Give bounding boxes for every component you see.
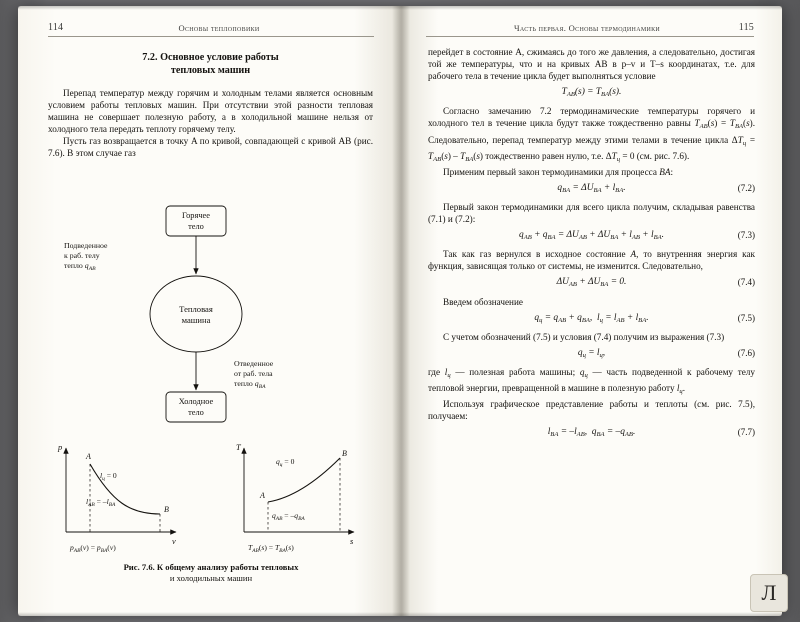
- paragraph: Первый закон термодинамики для всего цикла получим, складывая равенства (7.1) и (7.2):: [428, 201, 755, 225]
- svg-text:B: B: [342, 449, 347, 458]
- formula-number: (7.7): [737, 427, 755, 438]
- book-spread: [18, 6, 782, 616]
- svg-text:Холодное: Холодное: [178, 397, 214, 406]
- section-heading: [48, 51, 373, 77]
- svg-text:B: B: [164, 505, 169, 514]
- svg-text:тепло qBA: тепло $q_{BA}$: [234, 379, 266, 390]
- svg-text:A: A: [260, 491, 265, 500]
- right-running-title: Часть первая. Основы термодинамики: [513, 23, 661, 33]
- formula-number: (7.2): [737, 182, 755, 193]
- section-heading-line1: 7.2. Основное условие работы: [142, 52, 279, 63]
- paragraph: С учетом обозначений (7.5) и условия (7.4) получим из выражения (7.3): [443, 331, 725, 342]
- formula-body: $q_{BA} = \Delta U_{BA} + l_{BA}$.: [557, 182, 626, 194]
- formula-body: $\Delta U_{AB} + \Delta U_{BA} = 0$.: [556, 277, 627, 289]
- paragraph: Применим первый закон термодинамики для процесса BA:: [443, 166, 674, 177]
- svg-text:lц = 0: $l_ц = 0$: [100, 471, 117, 482]
- paragraph: Перепад температур между горячим и холодным телами является основным условием работы тепловых машин. При отсутствии этой разности тепловая машина не совершает полезную работу, а в холодильной машине нельзя от холодного тела передать теплоту горячему телу.: [48, 88, 373, 135]
- svg-text:lAB = –lBA: $l_{AB} = -l_{BA}$: [86, 497, 116, 508]
- formula-body: $q_{AB} + q_{BA} = \Delta U_{AB} + \Delta U_{BA} + l_{AB} + l_{BA}$.: [519, 230, 664, 242]
- svg-text:v: v: [172, 537, 176, 546]
- publisher-logo-letter: Л: [761, 580, 777, 605]
- formula-number: (7.6): [737, 347, 755, 358]
- svg-text:pAB(v) = pBA(v): $p_{AB}(v) = p_{BA}(v)$: [70, 543, 116, 554]
- paragraph: Так как газ вернулся в исходное состояние A, то внутренняя энергия как функция, зависящая только от системы, не изменится. Следовательно,: [428, 249, 755, 272]
- paragraph: Введем обозначение: [443, 296, 523, 307]
- svg-text:тело: тело: [188, 408, 204, 417]
- page-edge-top-shadow-right: [400, 6, 782, 10]
- formula: [428, 312, 755, 327]
- formula-body: $q_ц = q_{AB} + q_{BA}$, $l_ц = l_{AB} + l_{BA}$.: [534, 312, 649, 324]
- svg-text:p: p: [58, 443, 63, 452]
- formula: [428, 182, 755, 197]
- publisher-logo: [750, 574, 788, 612]
- right-page: [400, 6, 782, 616]
- svg-text:Отведенное: Отведенное: [234, 359, 274, 368]
- svg-text:тело: тело: [188, 222, 204, 231]
- figure-caption-line1: Рис. 7.6. К общему анализу работы тепловых: [123, 562, 299, 572]
- figure-7-6-drawing: [48, 202, 374, 562]
- left-text-column: [48, 46, 373, 160]
- figure-caption: [48, 562, 374, 584]
- svg-text:TAB(s) = TBA(s): $T_{AB}(s) = T_{BA}(s)$: [248, 543, 294, 554]
- right-folio: 115: [738, 22, 754, 33]
- svg-text:машина: машина: [181, 315, 211, 325]
- left-head-rule: [48, 36, 374, 37]
- paragraph: где $l_ц$ — полезная работа машины; $q_ц$ — часть подведенной к рабочему телу тепловой энергии, превращенной в машине в полезную работу $l_ц$.: [428, 366, 755, 395]
- right-text-column: [428, 46, 755, 445]
- svg-text:тепло qAB: тепло $q_{AB}$: [64, 261, 96, 272]
- svg-text:к раб. телу: к раб. телу: [64, 251, 100, 260]
- page-edge-top-shadow: [18, 6, 400, 10]
- formula: [428, 276, 755, 291]
- formula-number: (7.4): [737, 277, 755, 288]
- page-edge-bottom-shadow-right: [400, 612, 782, 616]
- svg-text:от раб. тела: от раб. тела: [234, 369, 273, 378]
- paragraph: Согласно замечанию 7.2 термодинамические температуры горячего и холодного тел в течение цикла будут также тождественно равны $T_{AB}(s) = T_{BA}(s)$. Следовательно, перепад температур между этими телами в течение цикла $\Delta T_ц = T_{AB}(s) - T_{BA}(s)$ тождественно равен нулю, т.е. $\Delta T_ц = 0$ (см. рис. 7.6).: [428, 106, 756, 163]
- left-folio: 114: [48, 22, 64, 33]
- paragraph: Используя графическое представление работы и теплоты (см. рис. 7.5), получаем:: [428, 399, 755, 422]
- svg-text:A: A: [86, 452, 91, 461]
- formula: [428, 426, 755, 441]
- formula: [428, 229, 755, 244]
- figure-7-6: [48, 202, 374, 594]
- left-running-title: Основы теплоповики: [178, 23, 260, 33]
- right-head-rule: [426, 36, 754, 37]
- svg-text:Подведенное: Подведенное: [64, 241, 108, 250]
- formula: [428, 347, 755, 362]
- formula-number: (7.5): [737, 312, 755, 323]
- svg-text:s: s: [350, 537, 354, 546]
- svg-text:Горячее: Горячее: [182, 211, 210, 220]
- formula: [428, 86, 755, 101]
- svg-text:qц = 0: $q_ц = 0$: [276, 457, 295, 468]
- formula-body: $T_{AB}(s) = T_{BA}(s)$.: [561, 87, 622, 99]
- page-edge-bottom-shadow: [18, 612, 400, 616]
- svg-text:Тепловая: Тепловая: [179, 304, 213, 314]
- left-page: [18, 6, 400, 616]
- section-heading-line2: тепловых машин: [170, 65, 251, 76]
- figure-caption-line2: и холодильных машин: [169, 573, 253, 583]
- paragraph: перейдет в состояние A, сжимаясь до того же давления, а следовательно, достигая той же температуры, что и на кривых AB в p–v и T–s координатах, т.е. для рабочего тела в течение цикла будет выполняться условие: [428, 47, 755, 82]
- svg-text:T: T: [236, 443, 241, 452]
- formula-body: $l_{BA} = -l_{AB}$, $q_{BA} = -q_{AB}$.: [547, 427, 636, 439]
- paragraph: Пусть газ возвращается в точку A по кривой, совпадающей с кривой AB (рис. 7.6). В этом случае газ: [48, 136, 373, 159]
- formula-body: $q_ц = l_ц$,: [577, 347, 606, 359]
- svg-text:qAB = –qBA: $q_{AB} = -q_{BA}$: [272, 511, 305, 522]
- formula-number: (7.3): [737, 230, 755, 241]
